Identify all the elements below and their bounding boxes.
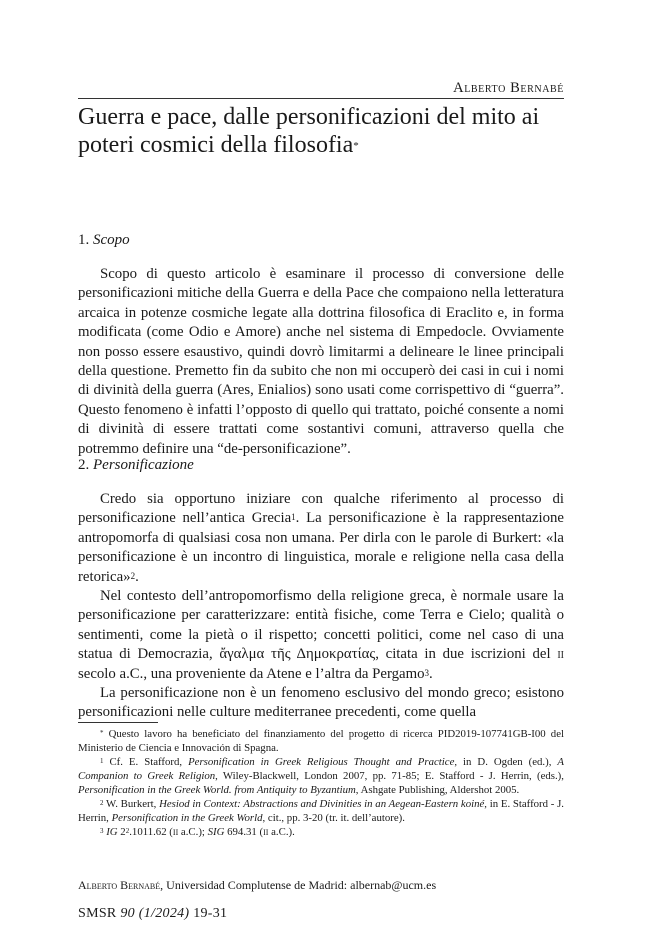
footnote-0 [78, 727, 564, 755]
title-footnote-mark: * [353, 140, 359, 152]
text-run: . [429, 665, 433, 682]
text-run: . [135, 568, 139, 585]
running-head-author: Alberto Bernabé [453, 80, 564, 96]
affiliation-text[interactable]: , Universidad Complutense de Madrid: albernab@ucm.es [160, 878, 437, 892]
footnote-mark: 3 [100, 827, 104, 835]
footnotes [78, 727, 564, 839]
footnote-ref[interactable]: 1 [291, 512, 296, 523]
journal-pages: 19-31 [189, 906, 228, 921]
footnote-italic: IG [106, 826, 118, 838]
footnote-1 [78, 755, 564, 797]
footnote-italic: A Companion to Greek Religion [78, 756, 564, 782]
footnote-text: , in D. Ogden (ed.), [454, 756, 558, 768]
roman-numeral: ii [557, 646, 564, 663]
footnote-text: W. Burkert, [103, 798, 160, 810]
text-run: secolo a.C., una proveniente da Atene e l’altra da Pergamo [78, 665, 425, 682]
journal-citation [78, 906, 227, 922]
footnote-mark: 1 [100, 757, 104, 765]
section-heading-personificazione [78, 457, 194, 474]
text-run: Credo sia opportuno iniziare con qualche riferimento al processo di personificazione nell’antica Grecia [78, 491, 564, 527]
footnote-italic: SIG [207, 826, 225, 838]
footnote-text: , Wiley-Blackwell, London 2007, pp. 71-85; E. Stafford - J. Herrin, (eds.), [215, 770, 564, 782]
roman-numeral: ii [172, 826, 179, 838]
affiliation-name: Alberto Bernabé [78, 878, 161, 892]
journal-name: SMSR [78, 906, 117, 921]
footnote-italic: Personification in Greek Religious Thought and Practice [188, 756, 455, 768]
footnote-text: a.C.); [178, 826, 208, 838]
footnote-text: .1011.62 ( [129, 826, 173, 838]
footnote-text: , in E. Stafford - J. Herrin, [78, 798, 565, 824]
footnote-ref[interactable]: 3 [424, 667, 430, 678]
footnote-superscript: 2 [125, 827, 130, 835]
footnote-mark: * [100, 729, 104, 737]
footnote-text: , Ashgate Publishing, Aldershot 2005. [355, 784, 520, 796]
footnote-italic: Personification in the Greek World. from Antiquity to Byzantium [78, 784, 356, 796]
text-run: . La personificazione è la rappresentazione antropomorfa di qualsiasi cosa non umana. Per dirla con le parole di Burkert: «la personificazione è un incontro di linguistica, morale e religione nella casa della retorica» [78, 510, 564, 585]
footnote-rule [78, 722, 158, 723]
paragraph: La personificazione non è un fenomeno esclusivo del mondo greco; esistono personificazioni nelle culture mediterranee precedenti, come quella [78, 685, 564, 721]
header-rule [78, 98, 564, 99]
footnote-2 [78, 797, 564, 825]
roman-numeral: ii [263, 826, 269, 838]
footnote-text: 694.31 ( [224, 826, 264, 838]
footnote-text: Questo lavoro ha beneficiato del finanziamento del progetto di ricerca PID2019-107741GB-I00 del Ministerio de Ciencia e Innovación di Spagna. [78, 728, 564, 754]
section-number: 1. [78, 232, 93, 248]
article-title-text: Guerra e pace, dalle personificazioni del mito ai poteri cosmici della filosofia [78, 104, 540, 158]
article-title [78, 103, 558, 159]
footnote-italic: Hesiod in Context: Abstractions and Divinities in an Aegean-Eastern koiné [159, 798, 485, 810]
paragraph [78, 587, 564, 684]
footnote-ref[interactable]: 2 [130, 570, 136, 581]
footnote-mark: 2 [100, 799, 104, 807]
footnote-text: a.C.). [268, 826, 295, 838]
footnote-text: 2 [117, 826, 126, 838]
paragraph: Scopo di questo articolo è esaminare il processo di conversione delle personificazioni mitiche della Guerra e della Pace che compaiono nella letteratura arcaica in potenze cosmiche legate alla dottrina filosofica di Eraclito e, in forma modificata (come Odio e Amore) anche nel sistema di Empedocle. Ovviamente non posso essere esaustivo, quindi dovrò limitarmi a delineare le linee principali della questione. Premetto fin da subito che non mi occuperò dei casi in cui i nomi di divinità della guerra (Ares, Enialios) sono usati come corrispettivo di “guerra”. Questo fenomeno è infatti l’opposto di quello qui trattato, poiché consente a nomi di divinità di essere trattati come sostantivi comuni, attraverso quella che potremmo definire una “de-personificazione”. [78, 266, 564, 457]
paragraph [78, 490, 564, 587]
section-title: Scopo [93, 232, 130, 248]
section-2-body [78, 490, 564, 723]
footnote-text: Cf. E. Stafford, [103, 756, 189, 768]
author-affiliation [78, 878, 436, 893]
journal-volume: 90 (1/2024) [120, 906, 190, 921]
section-1-body [78, 265, 564, 459]
section-title: Personificazione [93, 457, 194, 473]
footnote-italic: Personification in the Greek World [111, 812, 263, 824]
footnote-text: , cit., pp. 3-20 (tr. it. dell’autore). [262, 812, 405, 824]
footnote-3 [78, 825, 564, 839]
section-heading-scopo [78, 232, 130, 249]
text-run: Nel contesto dell’antropomorfismo della religione greca, è normale usare la personificazione per caratterizzare: entità fisiche, come Terra e Cielo; qualità o sentimenti, come la pietà o il rispetto; concetti politici, come nel caso di una statua di Democrazia, ἄγαλμα τῆς Δημοκρατίας, citata in due iscrizioni del [78, 588, 564, 663]
section-number: 2. [78, 457, 93, 473]
